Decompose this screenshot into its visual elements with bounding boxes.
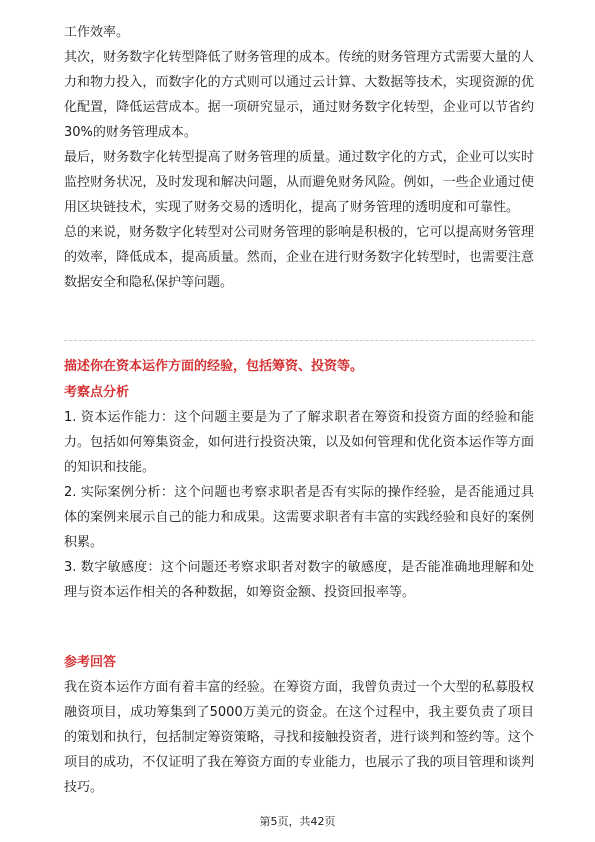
- analysis-section: [64, 380, 534, 605]
- intro-paragraph: 最后，财务数字化转型提高了财务管理的质量。通过数字化的方式，企业可以实时监控财务状况，及时发现和解决问题，从而避免财务风险。例如，一些企业通过使用区块链技术，实现了财务交易的透明化，提高了财务管理的透明度和可靠性。: [64, 150, 534, 215]
- analysis-item: 3. 数字敏感度：这个问题还考察求职者对数字的敏感度，是否能准确地理解和处理与资本运作相关的各种数据，如筹资金额、投资回报率等。: [64, 560, 534, 600]
- answer-heading: 参考回答: [64, 655, 117, 670]
- section-divider: [64, 340, 534, 341]
- page-number: 第5页，共42页: [259, 815, 336, 828]
- question-title: 描述你在资本运作方面的经验，包括筹资、投资等。: [64, 359, 364, 374]
- intro-paragraph: 总的来说，财务数字化转型对公司财务管理的影响是积极的，它可以提高财务管理的效率，降低成本，提高质量。然而，企业在进行财务数字化转型时，也需要注意数据安全和隐私保护等问题。: [64, 225, 534, 290]
- analysis-item: 1. 资本运作能力：这个问题主要是为了了解求职者在筹资和投资方面的经验和能力。包括如何筹集资金，如何进行投资决策，以及如何管理和优化资本运作等方面的知识和技能。: [64, 410, 534, 475]
- intro-section: [64, 20, 534, 295]
- intro-paragraph: 工作效率。: [64, 25, 130, 40]
- analysis-item: 2. 实际案例分析：这个问题也考察求职者是否有实际的操作经验，是否能通过具体的案例来展示自己的能力和成果。这需要求职者有丰富的实践经验和良好的案例积累。: [64, 485, 534, 550]
- answer-text: 我在资本运作方面有着丰富的经验。在筹资方面，我曾负责过一个大型的私募股权融资项目，成功筹集到了5000万美元的资金。在这个过程中，我主要负责了项目的策划和执行，包括制定筹资策略，寻找和接触投资者，进行谈判和签约等。这个项目的成功，不仅证明了我在筹资方面的专业能力，也展示了我的项目管理和谈判技巧。: [64, 680, 534, 795]
- intro-paragraph: 其次，财务数字化转型降低了财务管理的成本。传统的财务管理方式需要大量的人力和物力投入，而数字化的方式则可以通过云计算、大数据等技术，实现资源的优化配置，降低运营成本。据一项研究显示，通过财务数字化转型，企业可以节省约30%的财务管理成本。: [64, 50, 534, 140]
- analysis-heading: 考察点分析: [64, 385, 130, 400]
- answer-section: [64, 650, 534, 800]
